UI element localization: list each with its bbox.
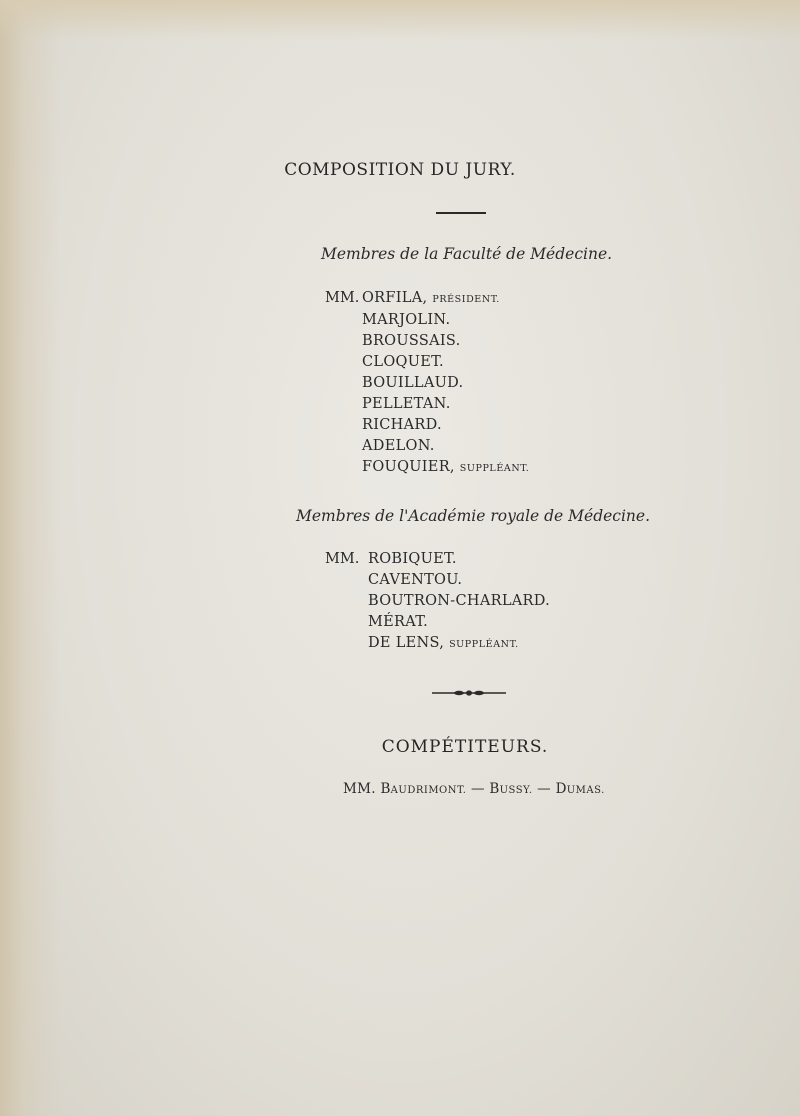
- member-bouillaud: BOUILLAUD.: [362, 375, 464, 391]
- competiteurs-list: [343, 781, 605, 797]
- member-fouquier: FOUQUIER, SUPPLÉANT.: [362, 459, 530, 475]
- member-merat: MÉRAT.: [368, 614, 428, 630]
- member-broussais: BROUSSAIS.: [362, 333, 461, 349]
- member-caventou: CAVENTOU.: [368, 572, 463, 588]
- academie-prefix: MM.: [325, 551, 360, 567]
- academie-heading: Membres de l'Académie royale de Médecine.: [296, 507, 651, 525]
- competiteurs-heading: COMPÉTITEURS.: [381, 737, 549, 757]
- member-boutron-charlard: BOUTRON-CHARLARD.: [368, 593, 551, 609]
- member-name: ORFILA: [362, 290, 423, 306]
- member-role: SUPPLÉANT.: [449, 639, 519, 650]
- member-marjolin: MARJOLIN.: [362, 312, 451, 328]
- faculte-prefix: MM.: [325, 290, 360, 306]
- page-title: COMPOSITION DU JURY.: [284, 160, 516, 180]
- member-role: PRÉSIDENT.: [432, 294, 500, 305]
- member-richard: RICHARD.: [362, 417, 442, 433]
- separator: —: [470, 781, 485, 797]
- member-role: SUPPLÉANT.: [459, 463, 530, 474]
- member-orfila: ORFILA, PRÉSIDENT.: [362, 290, 500, 306]
- member-robiquet: ROBIQUET.: [368, 551, 457, 567]
- member-adelon: ADELON.: [362, 438, 435, 454]
- title-rule: [436, 212, 486, 214]
- competitor-bussy: BUSSY.: [489, 781, 533, 797]
- member-name: FOUQUIER: [362, 459, 450, 475]
- separator: —: [537, 781, 551, 797]
- competitor-dumas: DUMAS.: [555, 781, 605, 797]
- member-cloquet: CLOQUET.: [362, 354, 444, 370]
- competiteurs-prefix: MM.: [343, 781, 376, 797]
- member-pelletan: PELLETAN.: [362, 396, 451, 412]
- faculte-heading: Membres de la Faculté de Médecine.: [321, 245, 613, 263]
- member-name: DE LENS: [368, 635, 440, 651]
- paper-edge-top: [0, 0, 800, 40]
- competitor-baudrimont: BAUDRIMONT.: [380, 781, 467, 797]
- member-de-lens: DE LENS, SUPPLÉANT.: [368, 635, 519, 651]
- ornament-divider: [432, 690, 506, 696]
